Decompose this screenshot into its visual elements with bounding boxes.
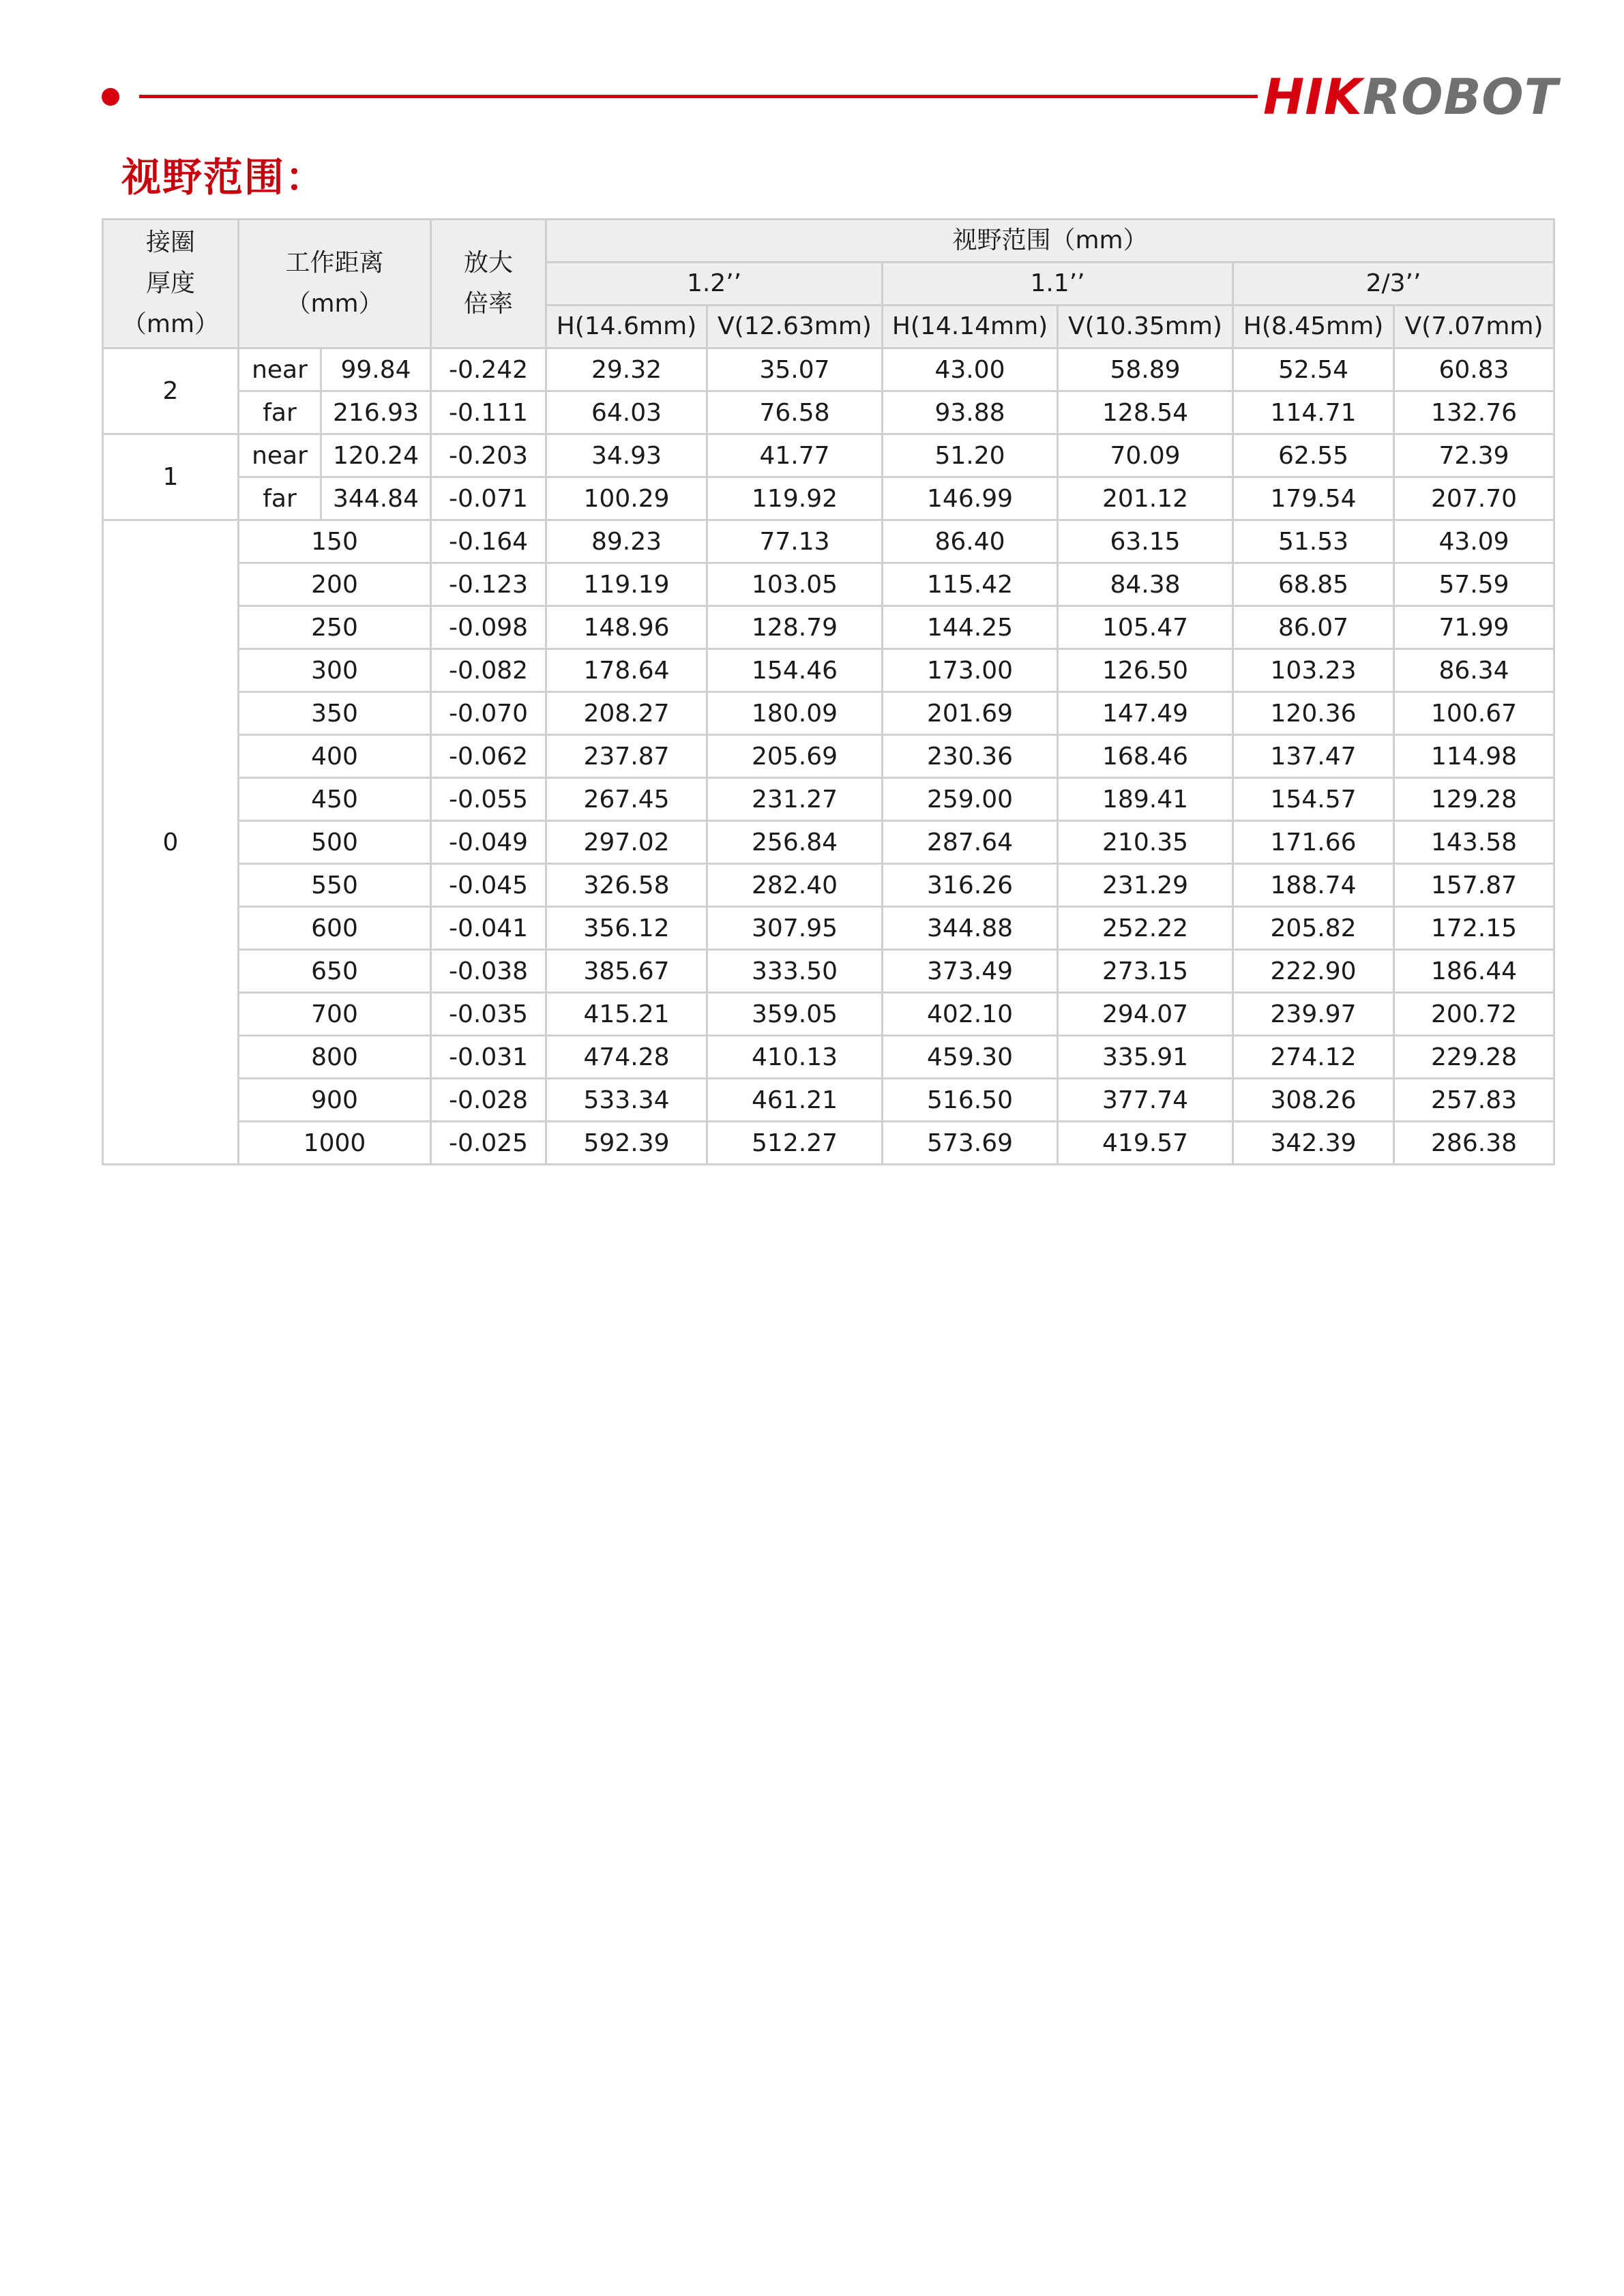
distance-cell: 700 <box>239 993 431 1036</box>
fov-value-cell: 282.40 <box>707 864 883 907</box>
fov-value-cell: 34.93 <box>546 434 707 477</box>
magnification-cell: -0.071 <box>431 477 546 520</box>
fov-value-cell: 157.87 <box>1394 864 1554 907</box>
fov-value-cell: 71.99 <box>1394 606 1554 649</box>
working-distance-header <box>239 220 431 348</box>
fov-value-cell: 154.57 <box>1233 778 1394 821</box>
table-row <box>103 1079 1554 1122</box>
magnification-cell: -0.049 <box>431 821 546 864</box>
fov-value-cell: 93.88 <box>883 391 1058 434</box>
fov-value-cell: 512.27 <box>707 1122 883 1165</box>
column-header: V(7.07mm) <box>1394 305 1554 348</box>
fov-value-cell: 114.71 <box>1233 391 1394 434</box>
fov-value-cell: 179.54 <box>1233 477 1394 520</box>
fov-value-cell: 307.95 <box>707 907 883 950</box>
fov-value-cell: 294.07 <box>1058 993 1233 1036</box>
fov-value-cell: 70.09 <box>1058 434 1233 477</box>
table-row <box>103 907 1554 950</box>
column-header: H(14.14mm) <box>883 305 1058 348</box>
fov-value-cell: 84.38 <box>1058 563 1233 606</box>
fov-value-cell: 132.76 <box>1394 391 1554 434</box>
magnification-cell: -0.025 <box>431 1122 546 1165</box>
distance-label-cell: near <box>239 434 321 477</box>
fov-value-cell: 143.58 <box>1394 821 1554 864</box>
table-row <box>103 1036 1554 1079</box>
table-row <box>103 348 1554 391</box>
magnification-header-line1: 放大 <box>464 249 514 277</box>
column-header: V(10.35mm) <box>1058 305 1233 348</box>
fov-value-cell: 58.89 <box>1058 348 1233 391</box>
magnification-cell: -0.041 <box>431 907 546 950</box>
fov-value-cell: 573.69 <box>883 1122 1058 1165</box>
fov-value-cell: 207.70 <box>1394 477 1554 520</box>
fov-value-cell: 286.38 <box>1394 1122 1554 1165</box>
fov-value-cell: 105.47 <box>1058 606 1233 649</box>
fov-value-cell: 154.46 <box>707 649 883 692</box>
fov-value-cell: 385.67 <box>546 950 707 993</box>
table-row <box>103 821 1554 864</box>
fov-value-cell: 89.23 <box>546 520 707 563</box>
fov-value-cell: 419.57 <box>1058 1122 1233 1165</box>
sensor-header: 1.1’’ <box>883 263 1233 305</box>
header-dot <box>102 88 119 106</box>
fov-value-cell: 146.99 <box>883 477 1058 520</box>
fov-value-cell: 273.15 <box>1058 950 1233 993</box>
fov-value-cell: 57.59 <box>1394 563 1554 606</box>
magnification-cell: -0.045 <box>431 864 546 907</box>
fov-table-body <box>103 348 1554 1165</box>
distance-cell: 120.24 <box>321 434 431 477</box>
table-row <box>103 778 1554 821</box>
fov-value-cell: 410.13 <box>707 1036 883 1079</box>
magnification-cell: -0.082 <box>431 649 546 692</box>
magnification-cell: -0.164 <box>431 520 546 563</box>
fov-value-cell: 359.05 <box>707 993 883 1036</box>
magnification-cell: -0.070 <box>431 692 546 735</box>
fov-value-cell: 259.00 <box>883 778 1058 821</box>
fov-value-cell: 344.88 <box>883 907 1058 950</box>
fov-value-cell: 333.50 <box>707 950 883 993</box>
distance-cell: 216.93 <box>321 391 431 434</box>
fov-value-cell: 43.00 <box>883 348 1058 391</box>
section-title: 视野范围： <box>121 154 327 200</box>
fov-value-cell: 63.15 <box>1058 520 1233 563</box>
ring-thickness-cell: 2 <box>103 348 239 434</box>
fov-value-cell: 231.27 <box>707 778 883 821</box>
table-row <box>103 649 1554 692</box>
table-row <box>103 391 1554 434</box>
table-row <box>103 606 1554 649</box>
fov-value-cell: 373.49 <box>883 950 1058 993</box>
fov-value-cell: 41.77 <box>707 434 883 477</box>
distance-cell: 344.84 <box>321 477 431 520</box>
fov-value-cell: 208.27 <box>546 692 707 735</box>
sensor-header: 2/3’’ <box>1233 263 1554 305</box>
fov-table <box>102 218 1555 1165</box>
fov-value-cell: 68.85 <box>1233 563 1394 606</box>
fov-value-cell: 172.15 <box>1394 907 1554 950</box>
ring-thickness-cell: 1 <box>103 434 239 520</box>
fov-value-cell: 201.69 <box>883 692 1058 735</box>
fov-value-cell: 52.54 <box>1233 348 1394 391</box>
fov-value-cell: 103.05 <box>707 563 883 606</box>
magnification-cell: -0.242 <box>431 348 546 391</box>
ring-thickness-cell: 0 <box>103 520 239 1165</box>
ring-thickness-header-line2: 厚度 <box>145 269 195 297</box>
fov-value-cell: 230.36 <box>883 735 1058 778</box>
distance-cell: 550 <box>239 864 431 907</box>
fov-value-cell: 257.83 <box>1394 1079 1554 1122</box>
distance-cell: 650 <box>239 950 431 993</box>
fov-value-cell: 335.91 <box>1058 1036 1233 1079</box>
fov-value-cell: 119.92 <box>707 477 883 520</box>
fov-value-cell: 72.39 <box>1394 434 1554 477</box>
magnification-cell: -0.098 <box>431 606 546 649</box>
table-row <box>103 477 1554 520</box>
fov-value-cell: 222.90 <box>1233 950 1394 993</box>
table-row <box>103 563 1554 606</box>
fov-value-cell: 326.58 <box>546 864 707 907</box>
fov-value-cell: 168.46 <box>1058 735 1233 778</box>
table-row <box>103 692 1554 735</box>
fov-value-cell: 200.72 <box>1394 993 1554 1036</box>
fov-value-cell: 188.74 <box>1233 864 1394 907</box>
distance-cell: 250 <box>239 606 431 649</box>
fov-value-cell: 474.28 <box>546 1036 707 1079</box>
magnification-cell: -0.111 <box>431 391 546 434</box>
fov-value-cell: 415.21 <box>546 993 707 1036</box>
table-row <box>103 993 1554 1036</box>
distance-cell: 350 <box>239 692 431 735</box>
hikrobot-logo <box>1263 70 1559 124</box>
fov-value-cell: 274.12 <box>1233 1036 1394 1079</box>
fov-value-cell: 287.64 <box>883 821 1058 864</box>
distance-cell: 99.84 <box>321 348 431 391</box>
fov-value-cell: 229.28 <box>1394 1036 1554 1079</box>
distance-cell: 150 <box>239 520 431 563</box>
logo-robot: ROBOT <box>1362 68 1559 125</box>
distance-label-cell: far <box>239 477 321 520</box>
magnification-cell: -0.203 <box>431 434 546 477</box>
distance-cell: 300 <box>239 649 431 692</box>
fov-value-cell: 62.55 <box>1233 434 1394 477</box>
fov-value-cell: 237.87 <box>546 735 707 778</box>
fov-value-cell: 147.49 <box>1058 692 1233 735</box>
magnification-cell: -0.031 <box>431 1036 546 1079</box>
fov-value-cell: 356.12 <box>546 907 707 950</box>
fov-value-cell: 29.32 <box>546 348 707 391</box>
distance-label-cell: far <box>239 391 321 434</box>
fov-value-cell: 148.96 <box>546 606 707 649</box>
fov-value-cell: 189.41 <box>1058 778 1233 821</box>
ring-thickness-header-line3: （mm） <box>121 310 220 338</box>
fov-value-cell: 77.13 <box>707 520 883 563</box>
fov-value-cell: 231.29 <box>1058 864 1233 907</box>
fov-value-cell: 86.34 <box>1394 649 1554 692</box>
fov-value-cell: 43.09 <box>1394 520 1554 563</box>
fov-value-cell: 128.54 <box>1058 391 1233 434</box>
fov-value-cell: 205.82 <box>1233 907 1394 950</box>
logo-hik: HIK <box>1263 68 1363 125</box>
fov-value-cell: 342.39 <box>1233 1122 1394 1165</box>
magnification-cell: -0.038 <box>431 950 546 993</box>
fov-value-cell: 402.10 <box>883 993 1058 1036</box>
fov-value-cell: 316.26 <box>883 864 1058 907</box>
ring-thickness-header <box>103 220 239 348</box>
fov-value-cell: 297.02 <box>546 821 707 864</box>
fov-value-cell: 210.35 <box>1058 821 1233 864</box>
fov-value-cell: 119.19 <box>546 563 707 606</box>
fov-value-cell: 114.98 <box>1394 735 1554 778</box>
table-row <box>103 1122 1554 1165</box>
distance-cell: 600 <box>239 907 431 950</box>
fov-value-cell: 100.29 <box>546 477 707 520</box>
fov-value-cell: 205.69 <box>707 735 883 778</box>
fov-value-cell: 178.64 <box>546 649 707 692</box>
fov-value-cell: 51.20 <box>883 434 1058 477</box>
fov-value-cell: 592.39 <box>546 1122 707 1165</box>
distance-cell: 500 <box>239 821 431 864</box>
magnification-cell: -0.123 <box>431 563 546 606</box>
working-distance-header-line1: 工作距离 <box>285 249 384 277</box>
working-distance-header-line2: （mm） <box>286 290 383 318</box>
fov-value-cell: 115.42 <box>883 563 1058 606</box>
column-header: H(14.6mm) <box>546 305 707 348</box>
distance-label-cell: near <box>239 348 321 391</box>
fov-value-cell: 516.50 <box>883 1079 1058 1122</box>
distance-cell: 1000 <box>239 1122 431 1165</box>
header-rule <box>139 95 1258 98</box>
magnification-header <box>431 220 546 348</box>
fov-value-cell: 60.83 <box>1394 348 1554 391</box>
fov-value-cell: 35.07 <box>707 348 883 391</box>
fov-value-cell: 137.47 <box>1233 735 1394 778</box>
distance-cell: 900 <box>239 1079 431 1122</box>
fov-value-cell: 128.79 <box>707 606 883 649</box>
magnification-header-line2: 倍率 <box>464 290 514 318</box>
fov-group-header: 视野范围（mm） <box>546 220 1554 263</box>
fov-value-cell: 173.00 <box>883 649 1058 692</box>
sensor-header: 1.2’’ <box>546 263 883 305</box>
fov-value-cell: 308.26 <box>1233 1079 1394 1122</box>
fov-value-cell: 239.97 <box>1233 993 1394 1036</box>
fov-value-cell: 256.84 <box>707 821 883 864</box>
fov-value-cell: 171.66 <box>1233 821 1394 864</box>
fov-value-cell: 76.58 <box>707 391 883 434</box>
column-header: V(12.63mm) <box>707 305 883 348</box>
column-header: H(8.45mm) <box>1233 305 1394 348</box>
fov-value-cell: 126.50 <box>1058 649 1233 692</box>
ring-thickness-header-line1: 接圈 <box>145 228 195 256</box>
fov-value-cell: 120.36 <box>1233 692 1394 735</box>
table-row <box>103 950 1554 993</box>
table-row <box>103 864 1554 907</box>
distance-cell: 200 <box>239 563 431 606</box>
fov-value-cell: 51.53 <box>1233 520 1394 563</box>
fov-value-cell: 461.21 <box>707 1079 883 1122</box>
table-row <box>103 434 1554 477</box>
fov-value-cell: 186.44 <box>1394 950 1554 993</box>
fov-value-cell: 459.30 <box>883 1036 1058 1079</box>
fov-value-cell: 103.23 <box>1233 649 1394 692</box>
fov-value-cell: 252.22 <box>1058 907 1233 950</box>
fov-value-cell: 201.12 <box>1058 477 1233 520</box>
fov-value-cell: 180.09 <box>707 692 883 735</box>
fov-value-cell: 86.07 <box>1233 606 1394 649</box>
table-row <box>103 735 1554 778</box>
fov-value-cell: 144.25 <box>883 606 1058 649</box>
fov-value-cell: 86.40 <box>883 520 1058 563</box>
fov-value-cell: 533.34 <box>546 1079 707 1122</box>
distance-cell: 450 <box>239 778 431 821</box>
table-row <box>103 520 1554 563</box>
magnification-cell: -0.055 <box>431 778 546 821</box>
fov-value-cell: 64.03 <box>546 391 707 434</box>
fov-value-cell: 129.28 <box>1394 778 1554 821</box>
magnification-cell: -0.035 <box>431 993 546 1036</box>
distance-cell: 400 <box>239 735 431 778</box>
fov-value-cell: 100.67 <box>1394 692 1554 735</box>
magnification-cell: -0.062 <box>431 735 546 778</box>
magnification-cell: -0.028 <box>431 1079 546 1122</box>
fov-value-cell: 267.45 <box>546 778 707 821</box>
fov-value-cell: 377.74 <box>1058 1079 1233 1122</box>
distance-cell: 800 <box>239 1036 431 1079</box>
